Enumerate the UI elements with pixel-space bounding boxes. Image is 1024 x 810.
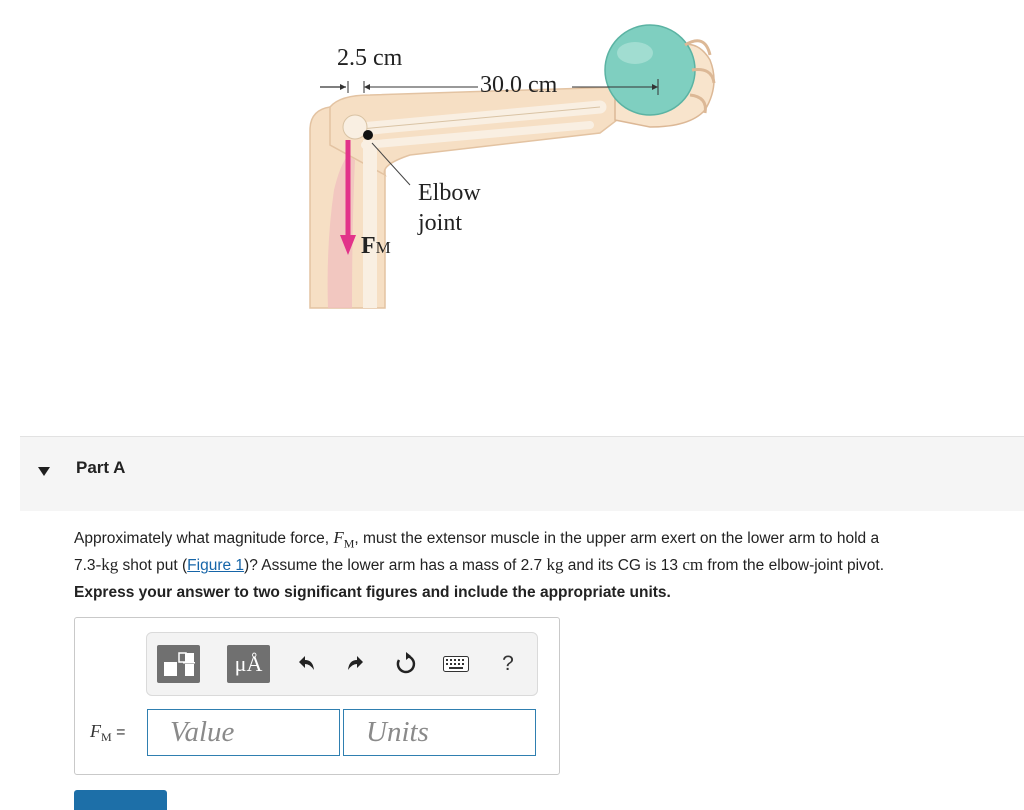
elbow-label-line2: joint xyxy=(418,210,463,236)
keyboard-icon xyxy=(443,656,469,672)
lever-arm-short-label: 2.5 cm xyxy=(337,45,403,71)
templates-button[interactable] xyxy=(157,645,200,683)
submit-button[interactable] xyxy=(74,790,167,810)
templates-icon xyxy=(163,651,195,677)
instruction-text: Express your answer to two significant figures and include the appropriate units. xyxy=(74,584,671,601)
collapse-caret-icon[interactable] xyxy=(38,467,50,476)
part-a-header[interactable] xyxy=(20,436,1024,511)
redo-icon xyxy=(345,653,367,675)
lever-arm-long-label: 30.0 cm xyxy=(480,72,558,98)
keyboard-button[interactable] xyxy=(443,651,469,677)
help-button[interactable] xyxy=(495,651,521,677)
fm-symbol: $F_M$ xyxy=(333,528,355,551)
answer-box xyxy=(74,617,560,775)
force-label-sub: M xyxy=(375,238,391,257)
reset-button[interactable] xyxy=(393,651,419,677)
units-button[interactable] xyxy=(227,645,270,683)
help-icon: ? xyxy=(502,652,514,675)
undo-icon xyxy=(295,653,317,675)
force-label xyxy=(361,233,391,260)
units-icon: μÅ xyxy=(234,651,263,676)
figure-link[interactable]: Figure 1 xyxy=(187,557,245,575)
part-title: Part A xyxy=(76,458,126,477)
elbow-joint-label xyxy=(418,178,481,238)
undo-button[interactable] xyxy=(293,651,319,677)
units-input[interactable]: Units xyxy=(343,709,536,756)
question-text: Approximately what magnitude force, $F_M$, must the extensor muscle in the upper arm exert on the lower arm to hold a 7.3-kg shot put (Figure 1)? Assume the lower arm has a mass of 2.7 kg and its CG is 13 cm from the elbow-joint pivot. xyxy=(74,528,885,575)
elbow-label-line1: Elbow xyxy=(418,180,481,206)
redo-button[interactable] xyxy=(343,651,369,677)
force-label-main: F xyxy=(361,233,376,259)
arm-figure xyxy=(300,15,740,315)
reset-icon xyxy=(394,652,418,676)
value-input[interactable]: Value xyxy=(147,709,340,756)
answer-label: $F_M$ = xyxy=(90,721,126,745)
math-toolbar xyxy=(146,632,538,696)
